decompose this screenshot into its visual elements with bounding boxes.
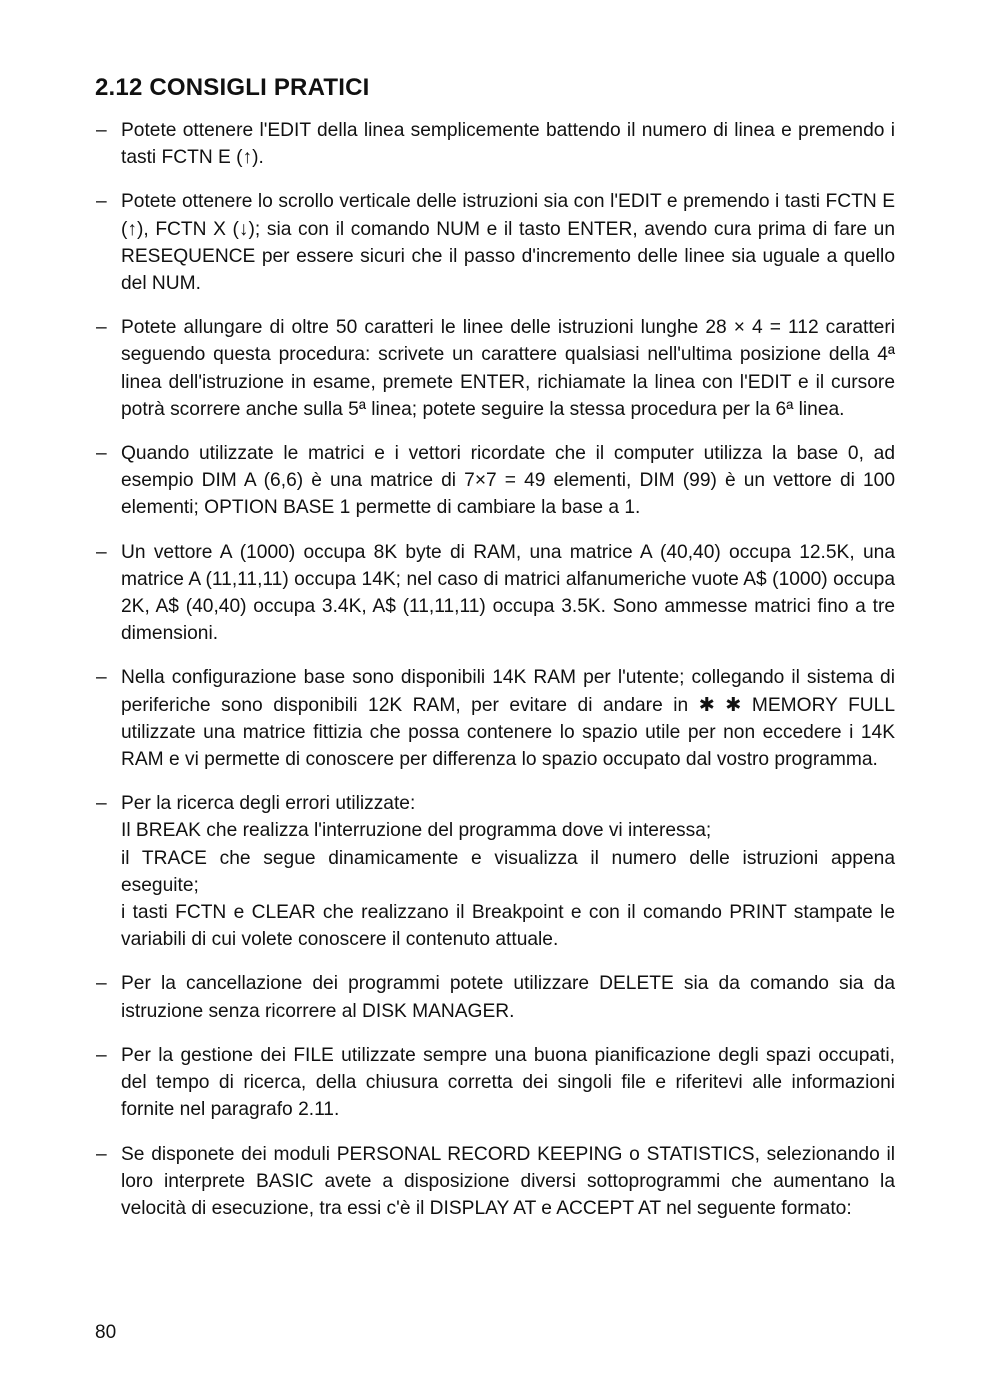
bullet-dash: – — [96, 191, 107, 213]
list-item — [93, 314, 895, 423]
item-text: Per la gestione dei FILE utilizzate sempre una buona pianificazione degli spazi occupati, del tempo di ricerca, della chiusura corretta dei singoli file e riferitevi alle informazioni fornite nel paragrafo 2.11. — [121, 1044, 895, 1121]
bullet-dash: – — [96, 1143, 107, 1165]
list-item — [93, 664, 895, 773]
bullet-dash: – — [96, 443, 107, 465]
item-text: Per la ricerca degli errori utilizzate: — [121, 793, 416, 815]
item-text: i tasti FCTN e CLEAR che realizzano il Breakpoint e con il comando PRINT stampate le variabili di cui volete conoscere il contenuto attuale. — [121, 902, 895, 951]
list-item — [93, 440, 895, 522]
tips-list — [93, 117, 895, 1239]
bullet-dash: – — [96, 317, 107, 339]
list-item — [93, 970, 895, 1024]
section-title: 2.12 CONSIGLI PRATICI — [95, 74, 370, 101]
list-item — [93, 117, 895, 171]
item-text: Se disponete dei moduli PERSONAL RECORD KEEPING o STATISTICS, selezionando il loro interprete BASIC avete a disposizione diversi sottoprogrammi che aumentano la velocità di esecuzione, tra essi c'è il DISPLAY AT e ACCEPT AT nel seguente formato: — [121, 1143, 895, 1219]
item-text: Quando utilizzate le matrici e i vettori ricordate che il computer utilizza la base 0, ad esempio DIM A (6,6) è una matrice di 7×7 = 49 elementi, DIM (99) è un vettore di 100 elementi; OPTION BASE 1 permette di cambiare la base a 1. — [121, 443, 895, 519]
bullet-dash: – — [96, 973, 107, 995]
item-text: Potete ottenere lo scrollo verticale delle istruzioni sia con l'EDIT e premendo i tasti FCTN E (↑), FCTN X (↓); sia con il comando NUM e il tasto ENTER, avendo cura prima di fare un RESEQUENCE per essere sicuri che il passo d'incremento delle linee sia uguale a quello del NUM. — [121, 191, 895, 295]
item-text: Nella configurazione base sono disponibili 14K RAM per l'utente; collegando il sistema di periferiche sono disponibili 12K RAM, per evitare di andare in ✱ ✱ MEMORY FULL utilizzate una matrice fittizia che possa contenere lo spazio utile per non eccedere i 14K RAM e vi permette di conoscere per differenza lo spazio occupato dal vostro programma. — [121, 667, 895, 771]
item-text: Potete ottenere l'EDIT della linea semplicemente battendo il numero di linea e premendo i tasti FCTN E (↑). — [121, 120, 895, 169]
bullet-dash: – — [96, 541, 107, 563]
list-item — [93, 539, 895, 648]
item-text: Per la cancellazione dei programmi potete utilizzare DELETE sia da comando sia da istruzione senza ricorrere al DISK MANAGER. — [121, 973, 895, 1022]
bullet-dash: – — [96, 1044, 107, 1066]
item-text: Il BREAK che realizza l'interruzione del programma dove vi interessa; — [121, 820, 712, 842]
list-item — [93, 790, 895, 953]
item-text: Potete allungare di oltre 50 caratteri le linee delle istruzioni lunghe 28 × 4 = 112 caratteri seguendo questa procedura: scrivete un carattere qualsiasi nell'ultima posizione della 4ª linea dell'istruzione in esame, premete ENTER, richiamate la linea con l'EDIT e il cursore potrà scorrere anche sulla 5ª linea; potete seguire la stessa procedura per la 6ª linea. — [121, 317, 895, 420]
bullet-dash: – — [96, 120, 107, 141]
list-item — [93, 1141, 895, 1223]
bullet-dash: – — [96, 793, 107, 815]
item-text: Un vettore A (1000) occupa 8K byte di RAM, una matrice A (40,40) occupa 12.5K, una matrice A (11,11,11) occupa 14K; nel caso di matrici alfanumeriche vuote A$ (1000) occupa 2K, A$ (40,40) occupa 3.4K, A$ (11,11,11) occupa 3.5K. Sono ammesse matrici fino a tre dimensioni. — [121, 541, 895, 645]
list-item — [93, 1042, 895, 1124]
bullet-dash: – — [96, 667, 107, 689]
list-item — [93, 188, 895, 297]
page-number: 80 — [95, 1322, 117, 1343]
item-text: il TRACE che segue dinamicamente e visualizza il numero delle istruzioni appena eseguite; — [121, 847, 895, 896]
